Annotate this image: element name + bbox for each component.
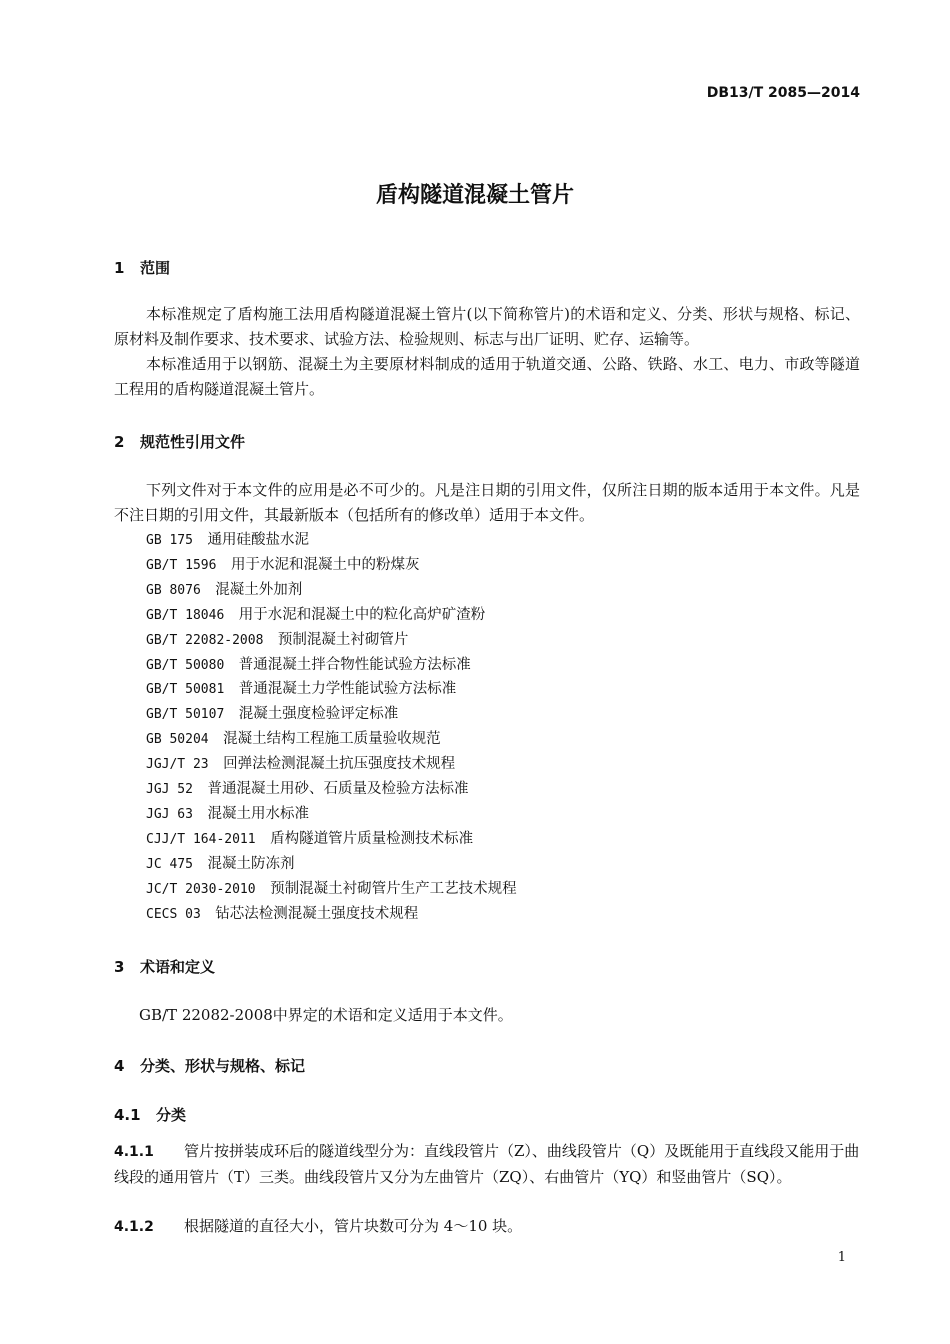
document-title: 盾构隧道混凝土管片	[375, 183, 574, 208]
clause-4-1-1	[114, 1139, 860, 1190]
reference-item	[146, 752, 455, 773]
reference-code: JC/T 2030-2010	[146, 881, 256, 897]
reference-spacer	[201, 582, 216, 598]
reference-item	[146, 902, 418, 923]
reference-item	[146, 553, 419, 574]
reference-item	[146, 528, 309, 549]
reference-spacer	[201, 906, 216, 922]
reference-item	[146, 677, 456, 698]
reference-code: JGJ/T 23	[146, 757, 209, 773]
section-number: 1	[114, 259, 125, 277]
reference-spacer	[193, 781, 208, 797]
reference-code: JGJ 63	[146, 806, 193, 822]
reference-code: GB/T 50080	[146, 657, 225, 673]
section-title: 规范性引用文件	[140, 433, 246, 451]
reference-item	[146, 852, 294, 873]
reference-spacer	[256, 881, 271, 897]
section-3-heading	[114, 956, 215, 977]
section-number: 2	[114, 433, 125, 451]
reference-spacer	[209, 756, 224, 772]
reference-code: GB 50204	[146, 732, 209, 748]
reference-code: GB/T 18046	[146, 607, 225, 623]
section-title: 范围	[140, 259, 171, 277]
reference-item	[146, 578, 302, 599]
section-2-heading	[114, 431, 245, 452]
section-number: 4	[114, 1057, 125, 1075]
standard-code: DB13/T 2085—2014	[706, 85, 860, 101]
subsection-number: 4.1	[114, 1106, 141, 1124]
clause-4-1-2	[114, 1214, 860, 1240]
reference-spacer	[224, 607, 239, 623]
reference-code: CECS 03	[146, 906, 201, 922]
reference-name: 回弹法检测混凝土抗压强度技术规程	[223, 756, 456, 773]
clause-text: 根据隧道的直径大小，管片块数可分为 4～10 块。	[184, 1217, 523, 1235]
reference-name: 普通混凝土力学性能试验方法标准	[238, 681, 457, 698]
scope-paragraph-2: 本标准适用于以钢筋、混凝土为主要原材料制成的适用于轨道交通、公路、铁路、水工、电力、市政等隧道工程用的盾构隧道混凝土管片。	[114, 355, 860, 398]
terms-paragraph: GB/T 22082-2008中界定的术语和定义适用于本文件。	[139, 1006, 513, 1024]
reference-name: 普通混凝土拌合物性能试验方法标准	[238, 656, 471, 673]
reference-name: 通用硅酸盐水泥	[207, 532, 309, 548]
subsection-4-1-heading	[114, 1104, 186, 1125]
reference-name: 用于水泥和混凝土中的粒化高炉矿渣粉	[238, 606, 486, 623]
reference-name: 混凝土外加剂	[215, 581, 303, 598]
reference-name: 盾构隧道管片质量检测技术标准	[270, 830, 474, 847]
reference-spacer	[209, 731, 224, 747]
clause-number: 4.1.2	[114, 1219, 154, 1235]
reference-spacer	[256, 831, 271, 847]
references-intro-paragraph: 下列文件对于本文件的应用是必不可少的。凡是注日期的引用文件，仅所注日期的版本适用于本文件。凡是不注日期的引用文件，其最新版本（包括所有的修改单）适用于本文件。	[114, 481, 860, 524]
reference-code: JC 475	[146, 856, 193, 872]
reference-item	[146, 727, 441, 748]
page-number: 1	[837, 1250, 846, 1265]
section-1-heading	[114, 257, 170, 278]
section-title: 分类、形状与规格、标记	[140, 1057, 306, 1075]
reference-name: 混凝土用水标准	[207, 805, 309, 822]
reference-code: GB 175	[146, 533, 193, 548]
reference-item	[146, 653, 471, 674]
reference-code: JGJ 52	[146, 782, 193, 797]
reference-item	[146, 827, 473, 848]
reference-code: GB/T 22082-2008	[146, 632, 264, 648]
reference-item	[146, 702, 398, 723]
reference-spacer	[216, 557, 231, 573]
reference-name: 钻芯法检测混凝土强度技术规程	[215, 905, 419, 922]
reference-name: 混凝土强度检验评定标准	[238, 706, 399, 723]
reference-name: 普通混凝土用砂、石质量及检验方法标准	[207, 781, 469, 797]
reference-spacer	[193, 532, 208, 548]
reference-item	[146, 877, 517, 898]
clause-text: 管片按拼装成环后的隧道线型分为：直线段管片（Z）、曲线段管片（Q）及既能用于直线段又能用于曲线段的通用管片（T）三类。曲线段管片又分为左曲管片（ZQ）、右曲管片（YQ）和竖曲管片（SQ）。	[114, 1142, 860, 1186]
reference-name: 用于水泥和混凝土中的粉煤灰	[230, 556, 420, 573]
scope-paragraph-1: 本标准规定了盾构施工法用盾构隧道混凝土管片(以下简称管片)的术语和定义、分类、形状与规格、标记、原材料及制作要求、技术要求、试验方法、检验规则、标志与出厂证明、贮存、运输等。	[114, 305, 860, 348]
reference-item	[146, 802, 309, 823]
reference-item	[146, 777, 468, 798]
section-number: 3	[114, 958, 125, 976]
reference-spacer	[263, 632, 278, 648]
subsection-title: 分类	[156, 1106, 187, 1124]
section-4-heading	[114, 1055, 305, 1076]
reference-code: GB 8076	[146, 582, 201, 598]
reference-spacer	[193, 806, 208, 822]
reference-name: 预制混凝土衬砌管片	[277, 631, 409, 648]
clause-number: 4.1.1	[114, 1144, 154, 1160]
reference-item	[146, 628, 408, 649]
reference-name: 混凝土防冻剂	[207, 855, 295, 872]
reference-name: 混凝土结构工程施工质量验收规范	[223, 731, 441, 748]
reference-code: GB/T 1596	[146, 557, 217, 573]
reference-spacer	[224, 657, 239, 673]
reference-spacer	[193, 856, 208, 872]
reference-name: 预制混凝土衬砌管片生产工艺技术规程	[270, 880, 517, 897]
section-title: 术语和定义	[140, 958, 216, 976]
reference-code: CJJ/T 164-2011	[146, 831, 256, 847]
reference-spacer	[224, 706, 239, 722]
reference-code: GB/T 50107	[146, 707, 225, 723]
reference-spacer	[224, 681, 239, 697]
reference-code: GB/T 50081	[146, 682, 225, 698]
reference-item	[146, 603, 485, 624]
